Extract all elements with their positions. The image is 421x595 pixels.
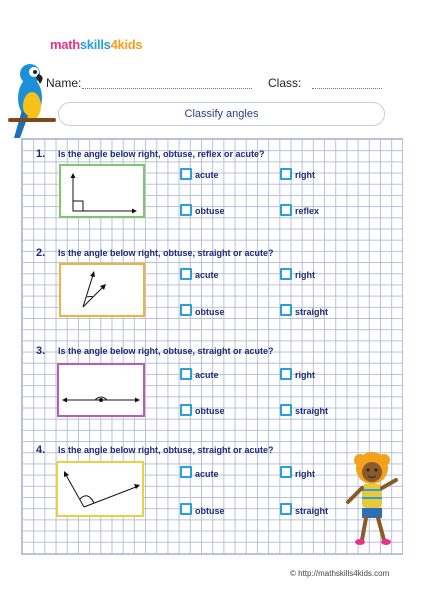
option-right: right: [295, 469, 315, 479]
site-logo: mathskills4kids: [50, 37, 143, 52]
question-text: Is the angle below right, obtuse, straight or acute?: [58, 445, 274, 455]
checkbox-right[interactable]: [280, 168, 292, 180]
option-straight: straight: [295, 406, 329, 416]
footer-copyright: © http://mathskills4kids.com: [290, 569, 390, 578]
angle-figure-box: [57, 363, 145, 417]
checkbox-straight[interactable]: [280, 304, 292, 316]
checkbox-reflex[interactable]: [280, 204, 292, 216]
checkbox-acute[interactable]: [180, 368, 192, 380]
angle-figure-box: [59, 263, 145, 317]
girl-illustration: [340, 450, 404, 550]
worksheet-title-box: [58, 102, 385, 126]
checkbox-acute[interactable]: [180, 268, 192, 280]
angle-figure-box: [59, 164, 145, 218]
right-angle-figure: [61, 166, 143, 216]
checkbox-acute[interactable]: [180, 168, 192, 180]
option-obtuse: obtuse: [195, 406, 225, 416]
option-right: right: [295, 170, 315, 180]
checkbox-right[interactable]: [280, 466, 292, 478]
option-obtuse: obtuse: [195, 506, 225, 516]
option-obtuse: obtuse: [195, 307, 225, 317]
question-number: 1.: [36, 148, 46, 160]
checkbox-obtuse[interactable]: [180, 503, 192, 515]
straight-angle-figure: [59, 365, 143, 415]
question-number: 4.: [36, 444, 46, 456]
worksheet-title: Classify angles: [184, 108, 259, 120]
option-straight: straight: [295, 307, 329, 317]
checkbox-acute[interactable]: [180, 466, 192, 478]
question-text: Is the angle below right, obtuse, straight or acute?: [58, 346, 274, 356]
name-label: Name:: [46, 76, 82, 90]
class-label: Class:: [268, 76, 302, 90]
checkbox-obtuse[interactable]: [180, 304, 192, 316]
checkbox-straight[interactable]: [280, 503, 292, 515]
option-acute: acute: [195, 270, 219, 280]
checkbox-obtuse[interactable]: [180, 204, 192, 216]
option-acute: acute: [195, 170, 219, 180]
question-number: 3.: [36, 345, 46, 357]
option-right: right: [295, 370, 315, 380]
checkbox-right[interactable]: [280, 368, 292, 380]
question-text: Is the angle below right, obtuse, reflex or acute?: [58, 149, 265, 159]
checkbox-obtuse[interactable]: [180, 404, 192, 416]
checkbox-right[interactable]: [280, 268, 292, 280]
question-text: Is the angle below right, obtuse, straight or acute?: [58, 248, 274, 258]
option-acute: acute: [195, 469, 219, 479]
option-straight: straight: [295, 506, 329, 516]
option-reflex: reflex: [295, 206, 320, 216]
angle-figure-box: [56, 461, 144, 517]
name-field[interactable]: [82, 88, 252, 89]
class-field[interactable]: [312, 88, 382, 89]
obtuse-angle-figure: [58, 463, 142, 515]
parrot-illustration: [6, 60, 58, 142]
option-right: right: [295, 270, 315, 280]
checkbox-straight[interactable]: [280, 404, 292, 416]
question-number: 2.: [36, 247, 46, 259]
option-obtuse: obtuse: [195, 206, 225, 216]
acute-angle-figure: [61, 265, 143, 315]
option-acute: acute: [195, 370, 219, 380]
